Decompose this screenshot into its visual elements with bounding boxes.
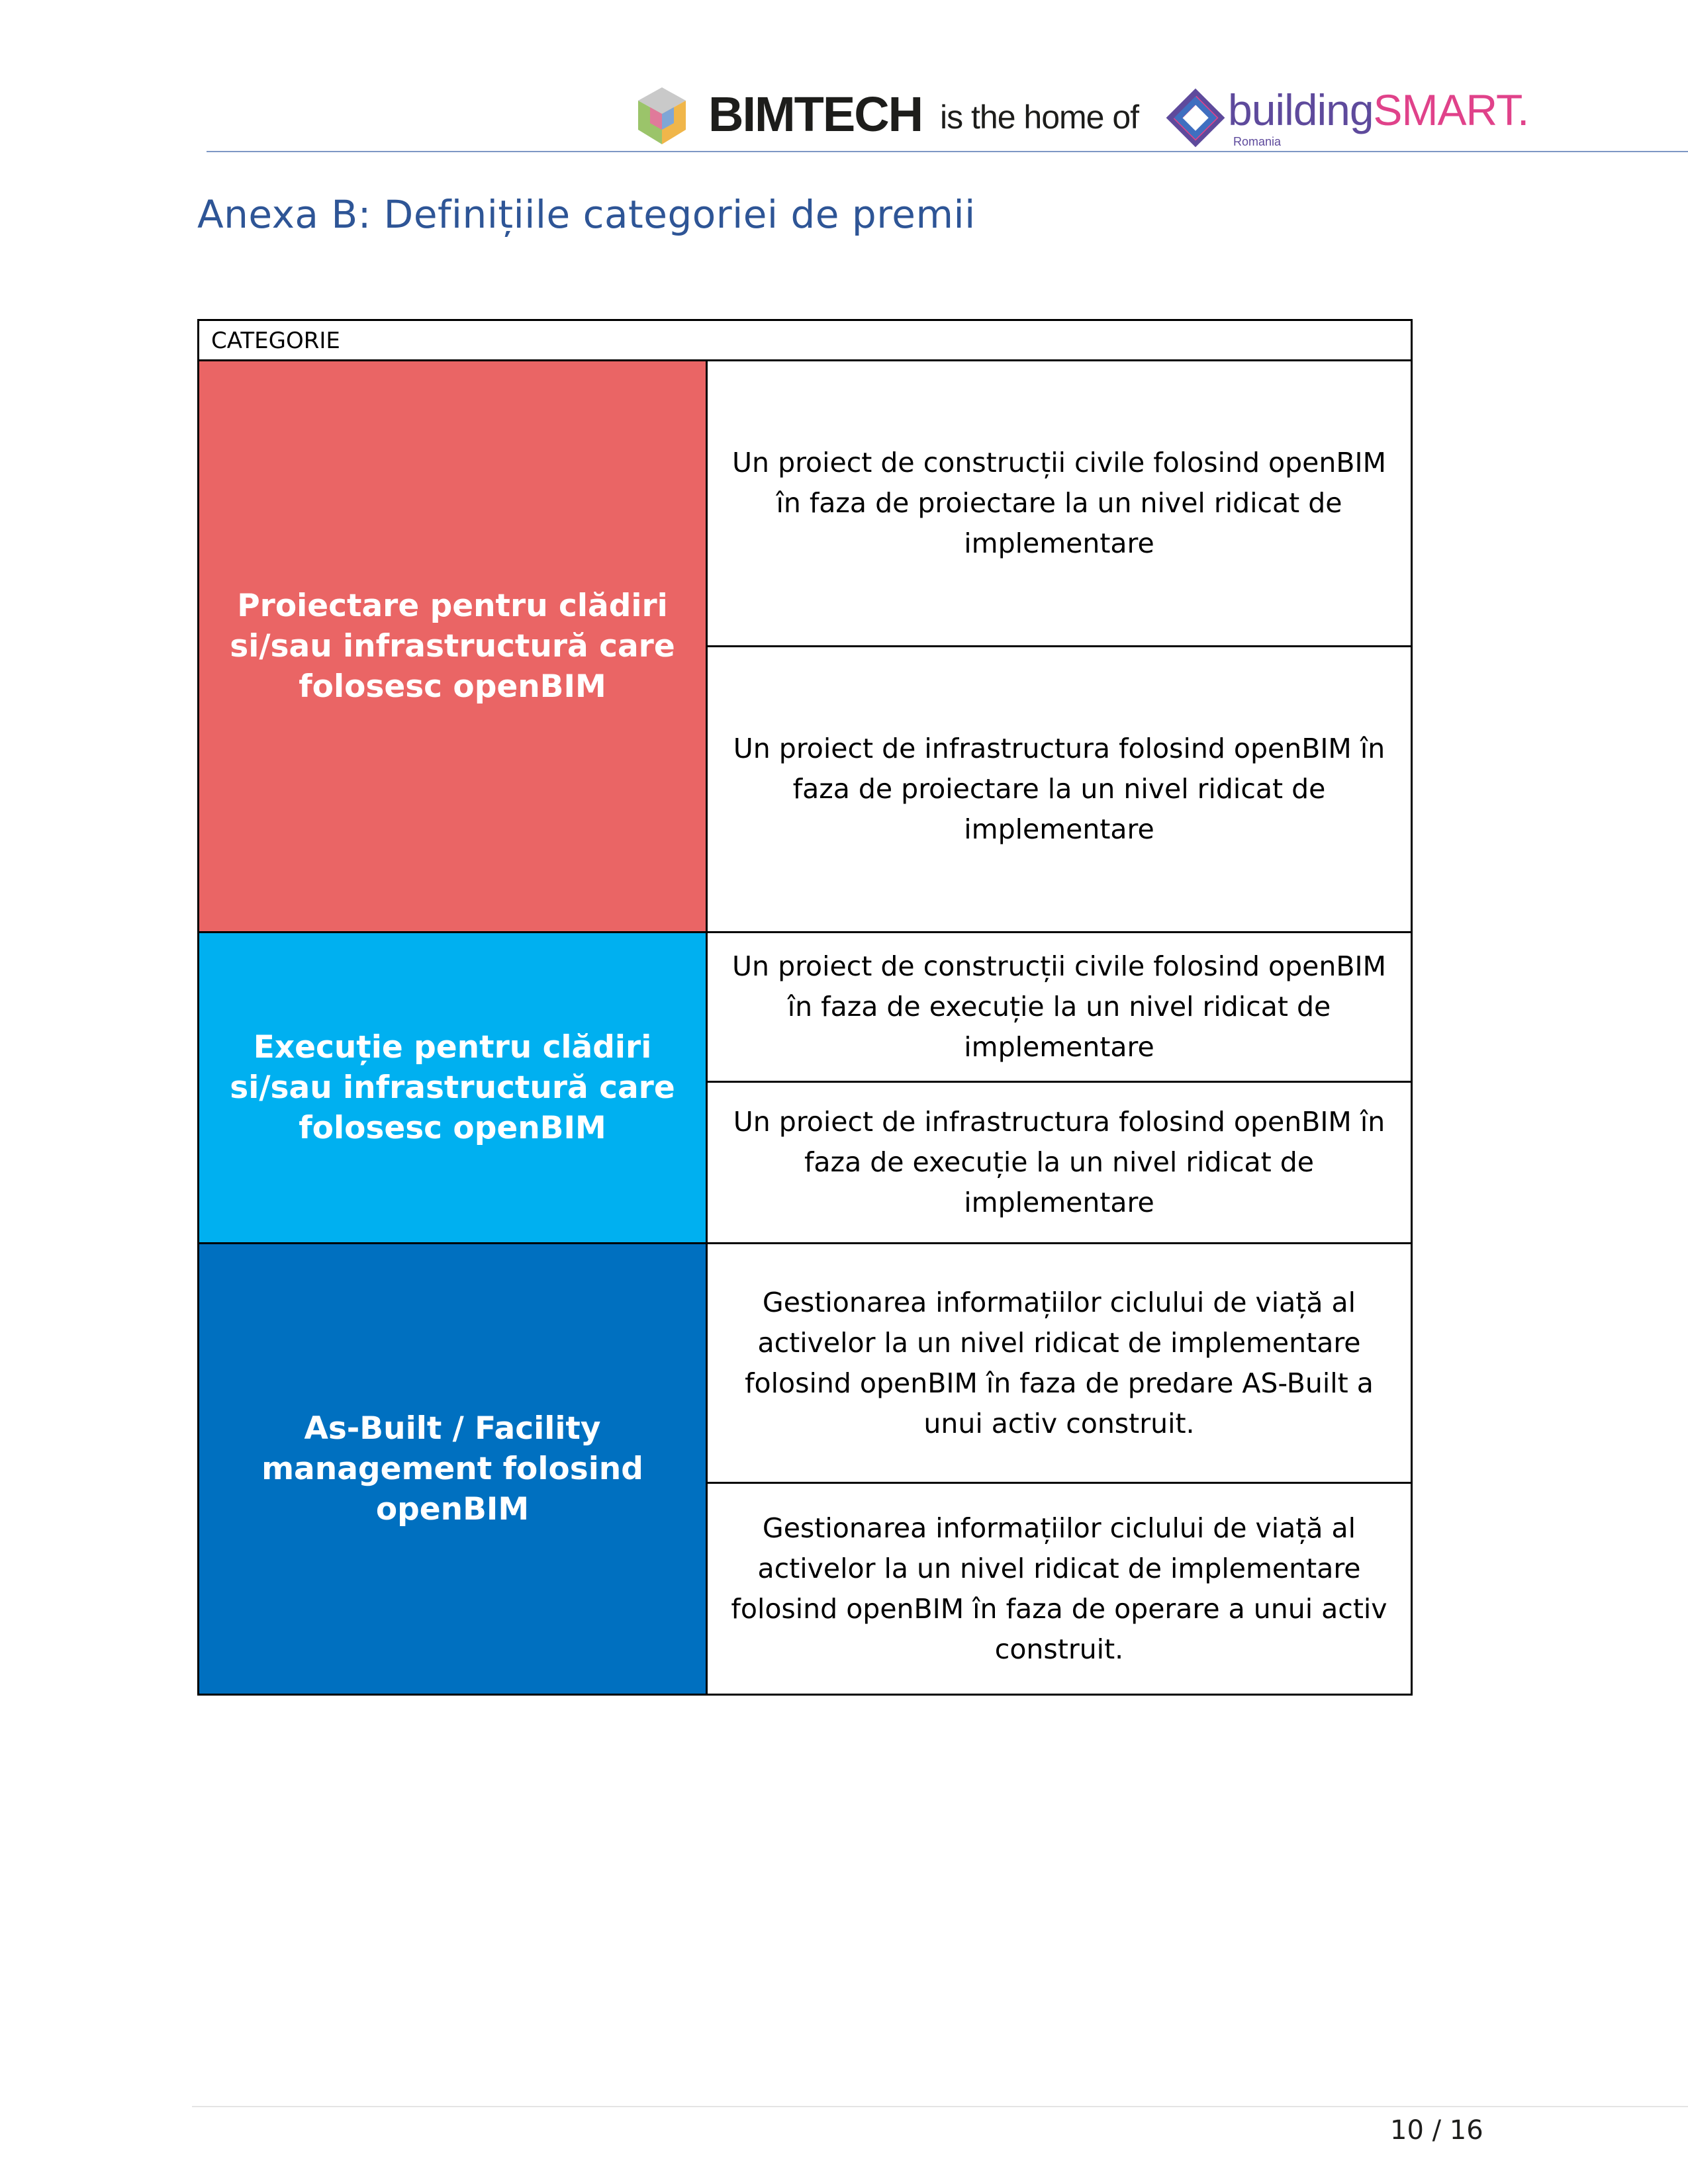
bimtech-brand: BIMTECH	[708, 87, 923, 142]
page-title: Anexa B: Definițiile categoriei de premii	[197, 192, 976, 237]
header-divider	[207, 151, 1688, 152]
buildingsmart-region: Romania	[1233, 135, 1282, 148]
categories-table	[197, 319, 1413, 1696]
header-tagline: is the home of	[940, 99, 1139, 136]
buildingsmart-brand	[1228, 83, 1528, 136]
buildingsmart-prefix: building	[1228, 85, 1374, 134]
category-asbuilt-facility: As-Built / Facility management folosind openBIM	[197, 1244, 706, 1696]
footer-divider	[192, 2106, 1688, 2107]
category-design-description-infrastructure: Un proiect de infrastructura folosind openBIM în faza de proiectare la un nivel ridicat de implementare	[706, 647, 1413, 933]
category-asbuilt-description-handover: Gestionarea informațiilor ciclului de viață al activelor la un nivel ridicat de implementare folosind openBIM în faza de predare AS-Built a unui activ construit.	[706, 1244, 1413, 1484]
page-number: 10 / 16	[1390, 2115, 1483, 2146]
category-execution-description-infrastructure: Un proiect de infrastructura folosind openBIM în faza de execuție la un nivel ridicat de implementare	[706, 1083, 1413, 1244]
category-design: Proiectare pentru clădiri si/sau infrastructură care folosesc openBIM	[197, 361, 706, 933]
buildingsmart-knot-icon	[1165, 87, 1226, 148]
buildingsmart-suffix: SMART.	[1373, 85, 1529, 134]
table-header-label: CATEGORIE	[211, 328, 340, 354]
category-execution: Execuție pentru clădiri si/sau infrastructură care folosesc openBIM	[197, 933, 706, 1244]
page-header	[635, 79, 1529, 159]
bimtech-cube-icon	[635, 86, 688, 146]
table-header	[197, 319, 1413, 361]
category-asbuilt-description-operation: Gestionarea informațiilor ciclului de viață al activelor la un nivel ridicat de implementare folosind openBIM în faza de operare a unui activ construit.	[706, 1484, 1413, 1696]
category-design-description-civil: Un proiect de construcții civile folosind openBIM în faza de proiectare la un nivel ridicat de implementare	[706, 361, 1413, 647]
category-execution-description-civil: Un proiect de construcții civile folosind openBIM în faza de execuție la un nivel ridicat de implementare	[706, 933, 1413, 1083]
